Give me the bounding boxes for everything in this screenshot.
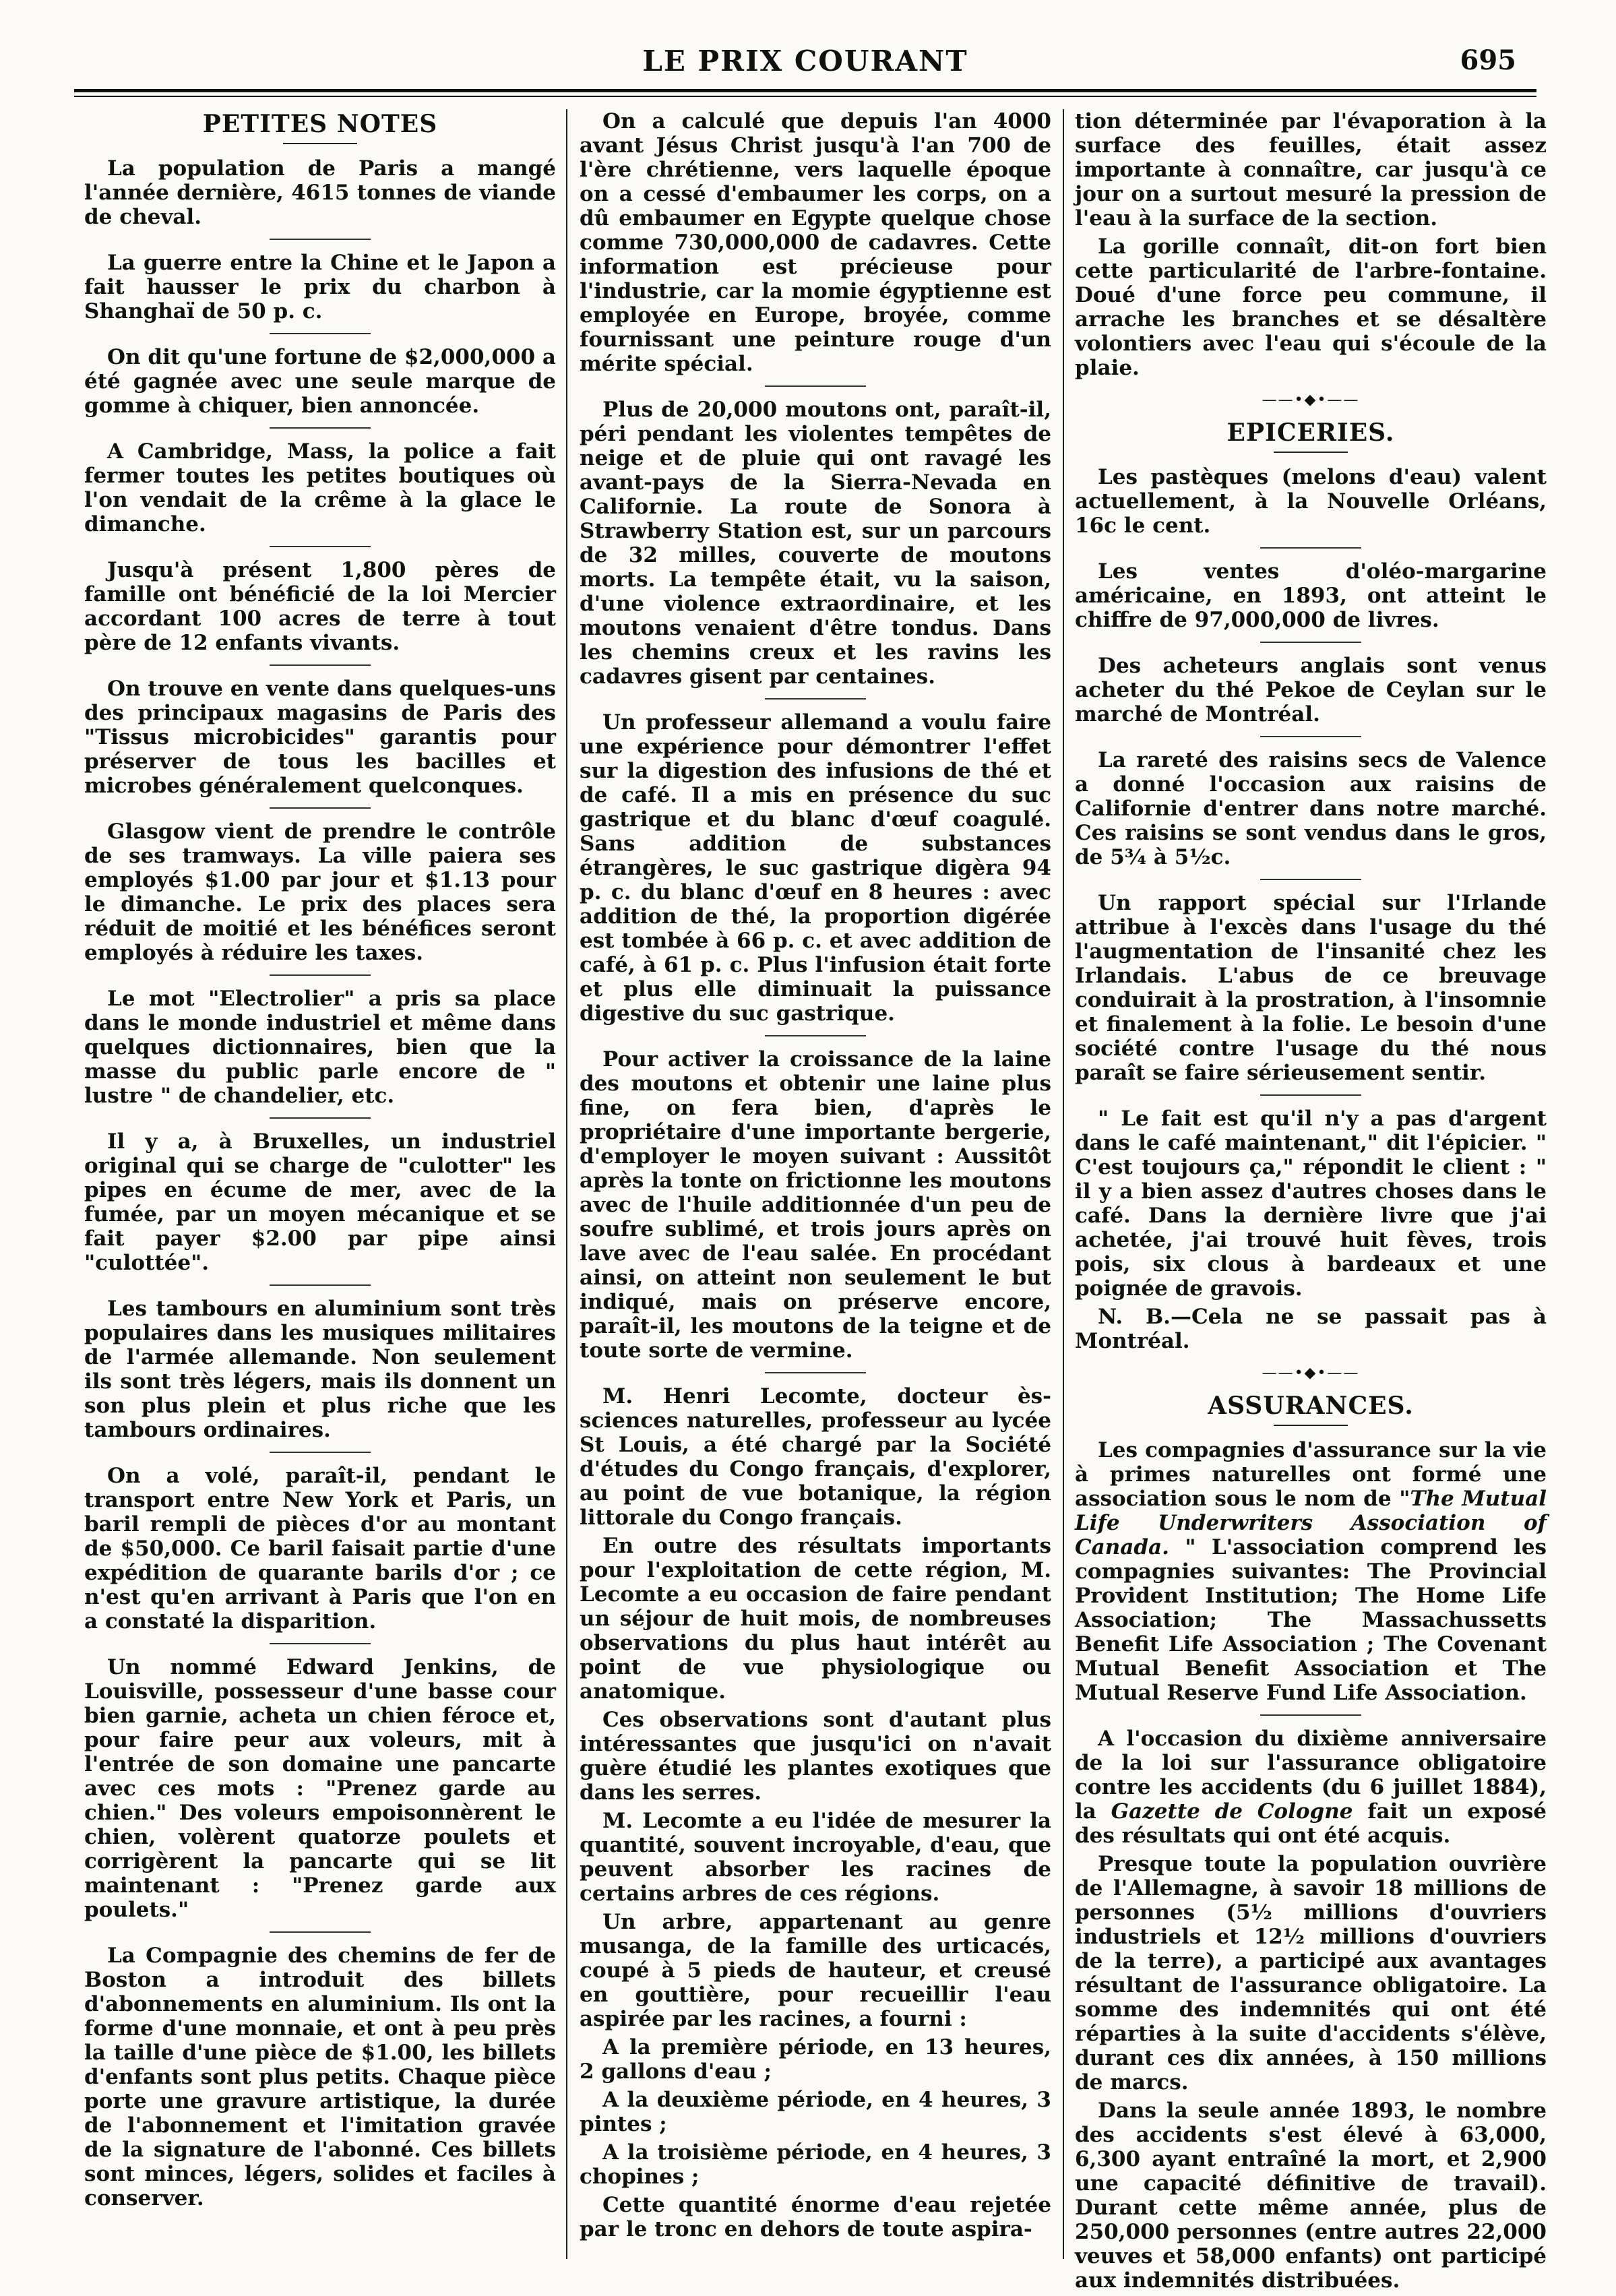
note-separator	[270, 546, 371, 547]
note-separator	[1260, 1714, 1361, 1716]
note-separator	[270, 1931, 371, 1933]
note-paragraph: Jusqu'à présent 1,800 pères de famille ont bénéficié de la loi Mercier accordant 100 acres de terre à tout père de 12 enfants vivants.	[84, 558, 556, 655]
note-separator	[270, 427, 371, 429]
epiceries-paragraph: La rareté des raisins secs de Valence a donné l'occasion aux raisins de Californie d'entrer dans notre marché. Ces raisins se sont vendus dans le gros, de 5¾ à 5½c.	[1075, 748, 1547, 869]
lecomte-paragraph: M. Lecomte a eu l'idée de mesurer la quantité, souvent incroyable, d'eau, que peuvent absorber les racines de certains arbres de ces régions.	[580, 1809, 1051, 1906]
lecomte-paragraph: Ces observations sont d'autant plus intéressantes que jusqu'ici on n'avait guère étudié les plantes exotiques que dans les serres.	[580, 1708, 1051, 1805]
note-paragraph: La population de Paris a mangé l'année dernière, 4615 tonnes de viande de cheval.	[84, 156, 556, 229]
newspaper-title: LE PRIX COURANT	[642, 44, 968, 77]
column-divider-1	[566, 109, 567, 2259]
epiceries-paragraph: Les pastèques (melons d'eau) valent actuellement, à la Nouvelle Orléans, 16c le cent.	[1075, 465, 1547, 538]
period-line: A la troisième période, en 4 heures, 3 chopines ;	[580, 2140, 1051, 2189]
note-paragraph: Les tambours en aluminium sont très populaires dans les musiques militaires de l'armée allemande. Non seulement ils sont très légers, mais ils donnent un son plus plein et plus riche que les tambours ordinaires.	[84, 1297, 556, 1442]
note-paragraph: Glasgow vient de prendre le contrôle de ses tramways. La ville paiera ses employés $1.00 par jour et $1.13 pour le dimanche. Le prix des places sera réduit de moitié et les bénéfices seront employés à réduire les taxes.	[84, 819, 556, 965]
assurances-text: A l'occasion du dixième anniversaire de la loi sur l'assurance obligatoire contre les accidents (du 6 juillet 1884), la	[1075, 1727, 1547, 1824]
heading-underline	[1274, 452, 1348, 453]
assurances-text: fait un exposé des résultats qui ont été acquis.	[1075, 1799, 1547, 1848]
lecomte-paragraph: Un arbre, appartenant au genre musanga, de la famille des urticacés, coupé à 5 pieds de hauteur, et creusé en gouttière, pour recueillir l'eau aspirée par les racines, a fourni :	[580, 1910, 1051, 2031]
note-separator	[270, 333, 371, 334]
header-rule	[74, 89, 1536, 92]
period-line: A la deuxième période, en 4 heures, 3 pintes ;	[580, 2088, 1051, 2136]
continued-paragraph: La gorille connaît, dit-on fort bien cette particularité de l'arbre-fontaine. Doué d'une force peu commune, il arrache les branches et se désaltère volontiers avec l'eau qui s'écoule de la plaie.	[1075, 235, 1547, 380]
note-paragraph: Plus de 20,000 moutons ont, paraît-il, péri pendant les violentes tempêtes de neige et de pluie qui ont ravagé les avant-pays de la Sierra-Nevada en Californie. La route de Sonora à Strawberry Station est, sur un parcours de 32 milles, couverte de moutons morts. La tempête était, vu la saison, d'une violence extraordinaire, et les moutons venaient d'être tondus. Dans les chemins creux et les ravins les cadavres gisent par centaines.	[580, 398, 1051, 689]
ornament-separator: ——•◆•——	[1262, 1365, 1360, 1382]
newspaper-name: Gazette de Cologne	[1111, 1799, 1353, 1824]
note-separator	[1260, 1094, 1361, 1096]
header-rule-thin	[74, 96, 1536, 97]
note-separator	[270, 664, 371, 666]
note-separator	[1260, 547, 1361, 549]
note-separator	[270, 807, 371, 809]
page-header	[81, 40, 1530, 88]
note-separator	[270, 1452, 371, 1453]
assurances-paragraph	[1075, 1727, 1547, 1848]
continued-paragraph: tion déterminée par l'évaporation à la surface des feuilles, était assez importante à connaître, car jusqu'à ce jour on a surtout mesuré la pression de l'eau à la surface de la section.	[1075, 109, 1547, 230]
note-separator	[765, 1035, 866, 1036]
column-2	[580, 109, 1051, 2252]
note-separator	[270, 1117, 371, 1119]
column-3	[1075, 109, 1547, 2293]
note-paragraph: La guerre entre la Chine et le Japon a fait hausser le prix du charbon à Shanghaï de 50 p. c.	[84, 251, 556, 323]
note-separator	[270, 1643, 371, 1644]
note-paragraph: Il y a, à Bruxelles, un industriel original qui se charge de "culotter" les pipes en écume de mer, avec de la fumée, par un moyen mécanique et se fait payer $2.00 par pipe ainsi "culottée".	[84, 1129, 556, 1275]
section-heading-epiceries: EPICERIES.	[1226, 418, 1395, 447]
note-paragraph: A Cambridge, Mass, la police a fait fermer toutes les petites boutiques où l'on vendait de la crême à la glace le dimanche.	[84, 439, 556, 536]
epiceries-paragraph: N. B.—Cela ne se passait pas à Montréal.	[1075, 1305, 1547, 1353]
note-separator	[270, 1284, 371, 1286]
assurances-text: Les compagnies d'assurance sur la vie à primes naturelles ont formé une association sous le nom de "	[1075, 1438, 1547, 1511]
note-separator	[1260, 642, 1361, 643]
column-divider-2	[1063, 109, 1064, 2259]
assurances-paragraph	[1075, 1438, 1547, 1705]
lecomte-paragraph: M. Henri Lecomte, docteur ès-sciences naturelles, professeur au lycée St Louis, a été chargé par la Société d'études du Congo français, d'explorer, au point de vue botanique, la région littorale du Congo français.	[580, 1384, 1051, 1530]
note-paragraph: On a calculé que depuis l'an 4000 avant Jésus Christ jusqu'à l'an 700 de l'ère chrétienne, vers laquelle époque on a cessé d'embaumer les corps, on a dû embaumer en Egypte quelque chose comme 730,000,000 de cadavres. Cette information est précieuse pour l'industrie, car la momie égyptienne est employée en Europe, broyée, comme fournissant une peinture rouge d'un mérite spécial.	[580, 109, 1051, 376]
note-separator	[765, 385, 866, 387]
note-paragraph: Un professeur allemand a voulu faire une expérience pour démontrer l'effet sur la digestion des infusions de thé et de café. Il a mis en présence du suc gastrique et du blanc d'œuf coagulé. Sans addition de substances étrangères, le suc gastrique digèra 94 p. c. du blanc d'œuf en 8 heures : avec addition de thé, la proportion digérée est tombée à 66 p. c. et avec addition de café, à 61 p. c. Plus l'infusion était forte et plus elle diminuait la puissance digestive du suc gastrique.	[580, 710, 1051, 1026]
note-paragraph: Pour activer la croissance de la laine des moutons et obtenir une laine plus fine, on fera bien, d'après le propriétaire d'une importante bergerie, d'employer le moyen suivant : Aussitôt après la tonte on frictionne les moutons avec de l'huile additionnée d'un peu de soufre sublimé, et trois jours après on lave avec de l'eau salée. En procédant ainsi, on atteint non seulement le but indiqué, mais on préserve encore, paraît-il, les moutons de la teigne et de toute sorte de vermine.	[580, 1047, 1051, 1363]
column-1	[84, 109, 556, 2252]
note-separator	[270, 974, 371, 976]
epiceries-paragraph: " Le fait est qu'il n'y a pas d'argent dans le café maintenant," dit l'épicier. " C'est toujours ça," répondit le client : " il y a bien assez d'autres choses dans le café. Dans la dernière livre que j'ai achetée, j'ai trouvé huit fèves, trois pois, six clous à bardeaux et une poignée de gravois.	[1075, 1107, 1547, 1301]
assurances-paragraph: Dans la seule année 1893, le nombre des accidents s'est élevé à 63,000, 6,300 ayant entraîné la mort, et 2,900 une capacité définitive de travail). Durant cette même année, plus de 250,000 personnes (entre autres 22,000 veuves et 58,000 enfants) ont participé aux indemnités distribuées.	[1075, 2099, 1547, 2293]
note-paragraph: On trouve en vente dans quelques-uns des principaux magasins de Paris des "Tissus microbicides" garantis pour préserver de tous les bacilles et microbes généralement quelconques.	[84, 677, 556, 798]
epiceries-paragraph: Un rapport spécial sur l'Irlande attribue à l'excès dans l'usage du thé l'augmentation de l'insanité chez les Irlandais. L'abus de ce breuvage conduirait à la prostration, à l'insomnie et finalement à la folie. Le besoin d'une société contre l'usage du thé nous paraît se faire sérieusement sentir.	[1075, 891, 1547, 1085]
note-separator	[765, 698, 866, 700]
heading-underline	[1274, 1425, 1348, 1426]
note-separator	[1260, 736, 1361, 737]
assurances-paragraph: Presque toute la population ouvrière de l'Allemagne, à savoir 18 millions de personnes (5½ millions d'ouvriers industriels et 12½ millions d'ouvriers de la terre), a participé aux avantages résultant de l'assurance obligatoire. La somme des indemnités qui ont été réparties à la suite d'accidents s'élève, durant ces dix années, à 150 millions de marcs.	[1075, 1852, 1547, 2095]
page-number: 695	[1460, 44, 1516, 76]
period-line: A la première période, en 13 heures, 2 gallons d'eau ;	[580, 2035, 1051, 2084]
note-paragraph: On dit qu'une fortune de $2,000,000 a été gagnée avec une seule marque de gomme à chiquer, bien annoncée.	[84, 345, 556, 418]
section-heading-petites-notes: PETITES NOTES	[202, 110, 438, 138]
ornament-separator: ——•◆•——	[1262, 392, 1360, 408]
note-separator	[270, 239, 371, 240]
section-heading-assurances: ASSURANCES.	[1208, 1392, 1414, 1420]
note-paragraph: On a volé, paraît-il, pendant le transport entre New York et Paris, un baril rempli de pièces d'or au montant de $50,000. Ce baril faisait partie d'une expédition de quarante barils d'or ; ce n'est qu'en arrivant à Paris que l'on en a constaté la disparition.	[84, 1464, 556, 1634]
note-separator	[765, 1372, 866, 1373]
association-name: The Mutual Life Underwriters Association of Canada.	[1075, 1487, 1547, 1559]
heading-underline	[283, 143, 357, 144]
assurances-text: " L'association comprend les compagnies suivantes: The Provincial Provident Institution; The Home Life Association; The Massachussetts Benefit Life Association ; The Covenant Mutual Benefit Association et The Mutual Reserve Fund Life Association.	[1075, 1535, 1547, 1705]
note-separator	[1260, 879, 1361, 880]
epiceries-paragraph: Des acheteurs anglais sont venus acheter du thé Pekoe de Ceylan sur le marché de Montréal.	[1075, 654, 1547, 726]
epiceries-paragraph: Les ventes d'oléo-margarine américaine, en 1893, ont atteint le chiffre de 97,000,000 de livres.	[1075, 559, 1547, 632]
note-paragraph: La Compagnie des chemins de fer de Boston a introduit des billets d'abonnements en aluminium. Ils ont la forme d'une monnaie, et ont à peu près la taille d'une pièce de $1.00, les billets d'enfants sont plus petits. Chaque pièce porte une gravure artistique, la durée de l'abonnement et l'imitation gravée de la signature de l'abonné. Ces billets sont minces, légers, solides et faciles à conserver.	[84, 1944, 556, 2210]
note-paragraph: Un nommé Edward Jenkins, de Louisville, possesseur d'une basse cour bien garnie, acheta un chien féroce et, pour faire peur aux voleurs, mit à l'entrée de son domaine une pancarte avec ces mots : "Prenez garde au chien." Des voleurs empoisonnèrent le chien, volèrent quatorze poulets et corrigèrent la pancarte qui se lit maintenant : "Prenez garde aux poulets."	[84, 1655, 556, 1922]
lecomte-paragraph: En outre des résultats importants pour l'exploitation de cette région, M. Lecomte a eu occasion de faire pendant un séjour de huit mois, de nombreuses observations du plus haut intérêt au point de vue physiologique ou anatomique.	[580, 1534, 1051, 1704]
period-line: Cette quantité énorme d'eau rejetée par le tronc en dehors de toute aspira-	[580, 2193, 1051, 2241]
note-paragraph: Le mot "Electrolier" a pris sa place dans le monde industriel et même dans quelques dictionnaires, bien que la masse du public parle encore de " lustre " de chandelier, etc.	[84, 987, 556, 1108]
